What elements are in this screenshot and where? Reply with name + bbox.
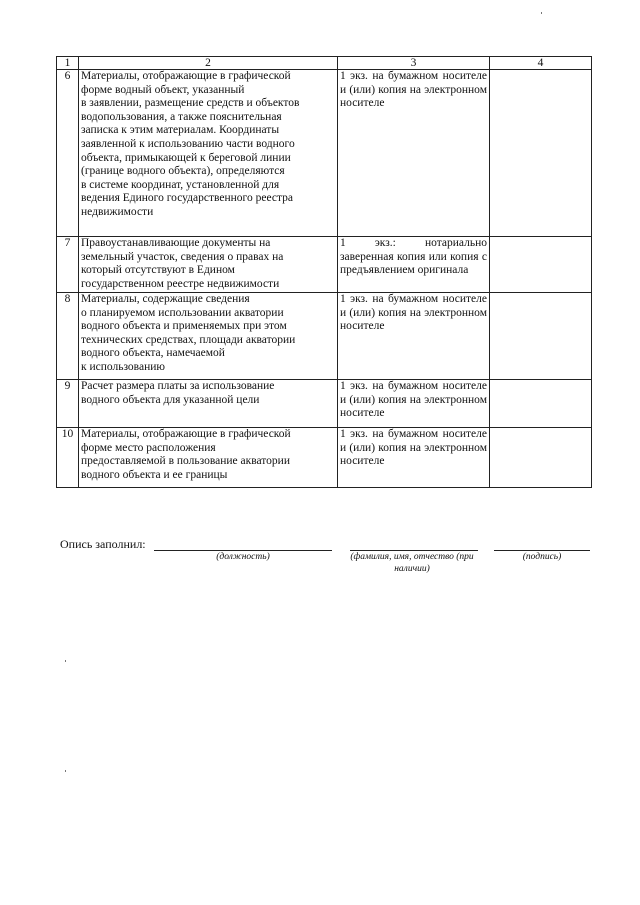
description-line: технических средствах, площади акватории — [81, 333, 296, 346]
table-row — [57, 428, 592, 488]
full-name-caption: (фамилия, имя, отчество (при наличии) — [350, 552, 474, 574]
scan-speck — [65, 660, 66, 662]
description-line: форме место расположения — [81, 441, 216, 454]
row-number: 10 — [57, 428, 79, 488]
header-col-1: 1 — [57, 57, 79, 70]
copies-and-form: 1 экз. на бумажном носителе и (или) копия на электронном носителе — [338, 380, 490, 428]
table-row — [57, 70, 592, 237]
copies-and-form: 1 экз.: нотариально заверенная копия или копия с предъявлением оригинала — [338, 237, 490, 293]
description-line: записка к этим материалам. Координаты — [81, 124, 280, 137]
description-line: Материалы, отображающие в графической — [81, 70, 291, 82]
note-cell — [490, 293, 592, 380]
document-list-table — [56, 56, 592, 488]
description-line: в системе координат, установленной для — [81, 178, 280, 191]
scan-speck — [65, 770, 66, 772]
table-header-row — [57, 57, 592, 70]
table-row — [57, 293, 592, 380]
copies-and-form: 1 экз. на бумажном носителе и (или) копия на электронном носителе — [338, 70, 490, 237]
description-line: форме водный объект, указанный — [81, 83, 245, 96]
note-cell — [490, 380, 592, 428]
description-line: водного объекта, намечаемой — [81, 347, 225, 360]
description-line: объекта, примыкающей к береговой линии — [81, 151, 291, 164]
position-caption: (должность) — [216, 552, 270, 562]
document-description — [79, 428, 338, 488]
description-line: предоставляемой в пользование акватории — [81, 455, 290, 468]
table-row — [57, 380, 592, 428]
document-description — [79, 237, 338, 293]
signature-block — [60, 537, 600, 587]
row-number: 7 — [57, 237, 79, 293]
description-line: водного объекта и применяемых при этом — [81, 320, 287, 333]
description-line: (границе водного объекта), определяются — [81, 165, 285, 178]
signature-label: Опись заполнил: — [60, 537, 146, 551]
signature-caption: (подпись) — [522, 552, 562, 562]
description-line: водного объекта и ее границы — [81, 468, 228, 481]
table-body — [57, 57, 592, 488]
description-line: к использованию — [81, 360, 165, 373]
table-row — [57, 237, 592, 293]
row-number: 8 — [57, 293, 79, 380]
description-line: Материалы, отображающие в графической — [81, 428, 291, 440]
description-line: недвижимости — [81, 205, 154, 218]
document-description — [79, 293, 338, 380]
description-line: в заявлении, размещение средств и объектов — [81, 97, 300, 110]
description-line: Расчет размера платы за использование — [81, 380, 275, 392]
note-cell — [490, 70, 592, 237]
description-line: Правоустанавливающие документы на — [81, 237, 271, 249]
description-line: о планируемом использовании акватории — [81, 306, 284, 319]
note-cell — [490, 237, 592, 293]
description-line: государственном реестре недвижимости — [81, 277, 280, 290]
copies-and-form: 1 экз. на бумажном носителе и (или) копия на электронном носителе — [338, 428, 490, 488]
copies-and-form: 1 экз. на бумажном носителе и (или) копия на электронном носителе — [338, 293, 490, 380]
description-line: Материалы, содержащие сведения — [81, 293, 250, 305]
header-col-4: 4 — [490, 57, 592, 70]
description-line: ведения Единого государственного реестра — [81, 192, 293, 205]
header-col-3: 3 — [338, 57, 490, 70]
description-line: земельный участок, сведения о правах на — [81, 250, 284, 263]
document-description — [79, 70, 338, 237]
row-number: 9 — [57, 380, 79, 428]
scan-speck — [541, 12, 542, 14]
header-col-2: 2 — [79, 57, 338, 70]
note-cell — [490, 428, 592, 488]
row-number: 6 — [57, 70, 79, 237]
document-description — [79, 380, 338, 428]
description-line: заявленной к использованию части водного — [81, 137, 295, 150]
description-line: водного объекта для указанной цели — [81, 393, 260, 406]
description-line: водопользования, а также пояснительная — [81, 110, 282, 123]
description-line: который отсутствуют в Едином — [81, 264, 235, 277]
